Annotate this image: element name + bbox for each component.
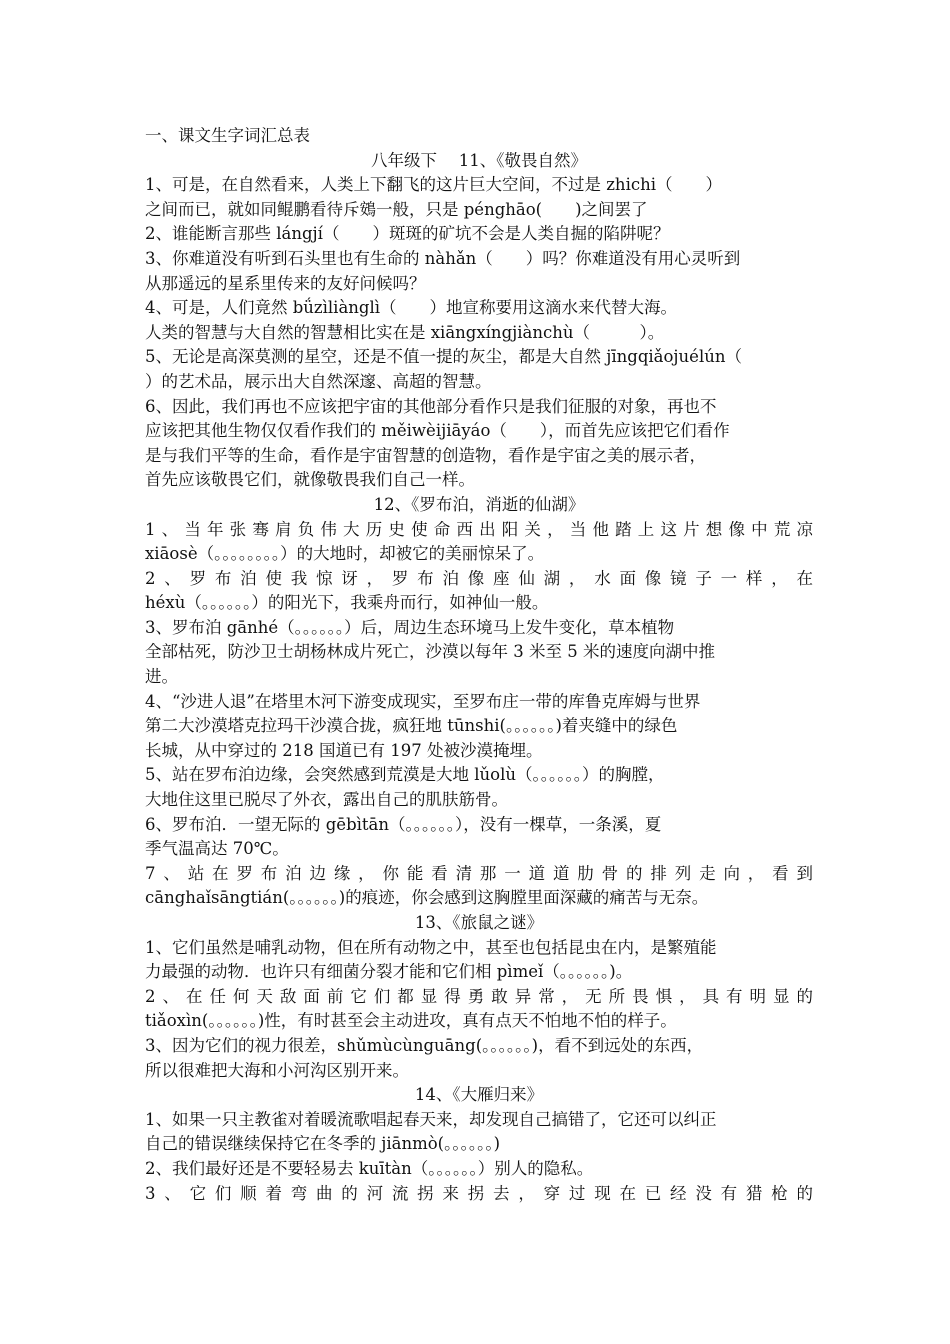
lesson-12	[145, 493, 813, 911]
text-line: 力最强的动物．也许只有细菌分裂才能和它们相 pìmeǐ（。。。。。。)。	[145, 962, 633, 982]
text-line: 6、罗布泊．一望无际的 gēbìtān（。。。。。。），没有一棵草，一条溪，夏	[145, 814, 662, 834]
text-line: 3、罗布泊 gānhé（。。。。。。）后，周边生态环境马上发牛变化，草本植物	[145, 617, 675, 637]
text-line: tiǎoxìn(。。。。。。)性，有时甚至会主动进攻，真有点天不怕地不怕的样子。	[145, 1011, 677, 1031]
text-line: 2、在任何天敌面前它们都显得勇敢异常，无所畏惧，具有明显的	[145, 986, 813, 1006]
text-line: ）的艺术品，展示出大自然深邃、高超的智慧。	[145, 371, 492, 391]
text-line: 1、可是，在自然看来，人类上下翻飞的这片巨大空间，不过是 zhichi（ ）	[145, 175, 722, 195]
lesson-14	[145, 1083, 813, 1206]
text-line: 全部枯死，防沙卫士胡杨林成片死亡，沙漠以每年 3 米至 5 米的速度向湖中推	[145, 642, 715, 662]
text-line: cānghaǐsāngtián(。。。。。。)的痕迹，你会感到这胸膛里面深藏的痛苦与无奈。	[145, 888, 709, 908]
text-line: héxù（。。。。。。）的阳光下，我乘舟而行，如神仙一般。	[145, 593, 549, 613]
text-line: 2、罗布泊使我惊讶，罗布泊像座仙湖，水面像镜子一样，在	[145, 568, 813, 588]
lesson-heading: 14、《大雁归来》	[414, 1085, 544, 1105]
text-line: 首先应该敬畏它们，就像敬畏我们自己一样。	[145, 470, 475, 490]
text-line: 季气温高达 70℃。	[145, 839, 289, 859]
text-line: 3、它们顺着弯曲的河流拐来拐去，穿过现在已经没有猎枪的	[145, 1183, 813, 1203]
text-line: 大地住这里已脱尽了外衣，露出自己的肌肤筋骨。	[145, 790, 508, 810]
text-line: 进。	[145, 667, 178, 687]
text-line: 3、因为它们的视力很差，shǔmùcùnguāng(。。。。。。)，看不到远处的东西，	[145, 1035, 704, 1055]
text-line: 自己的错误继续保持它在冬季的 jiānmò(。。。。。。)	[145, 1134, 501, 1154]
text-line: 从那遥远的星系里传来的友好问候吗？	[145, 273, 426, 293]
text-line: 第二大沙漠塔克拉玛干沙漠合拢，疯狂地 tūnshi(。。。。。。)着夹缝中的绿色	[145, 716, 678, 736]
lesson-13	[145, 911, 813, 1083]
text-line: 之间而已，就如同鲲鹏看待斥鴳一般，只是 pénghāo( )之间罢了	[145, 199, 648, 219]
section-title: 一、课文生字词汇总表	[145, 126, 310, 145]
text-line: 长城，从中穿过的 218 国道已有 197 处被沙漠掩埋。	[145, 740, 543, 760]
lesson-heading: 八年级下 11、《敬畏自然》	[371, 150, 587, 170]
text-line: 应该把其他生物仅仅看作我们的 měiwèijiāyáo（ ），而首先应该把它们看作	[145, 421, 730, 441]
text-line: 1、它们虽然是哺乳动物，但在所有动物之中，甚至也包括昆虫在内，是繁殖能	[145, 937, 717, 957]
text-line: 人类的智慧与大自然的智慧相比实在是 xiāngxíngjiànchù（ ）。	[145, 322, 665, 342]
text-line: 7、站在罗布泊边缘，你能看清那一道道肋骨的排列走向，看到	[145, 863, 813, 883]
text-line: 所以很难把大海和小河沟区别开来。	[145, 1060, 409, 1080]
text-line: 1、如果一只主教雀对着暖流歌唱起春天来，却发现自己搞错了，它还可以纠正	[145, 1109, 717, 1129]
text-line: 4、“沙进人退”在塔里木河下游变成现实，至罗布庄一带的库鲁克库姆与世界	[145, 691, 701, 711]
lesson-11	[145, 149, 813, 493]
lesson-heading: 13、《旅鼠之谜》	[414, 913, 544, 932]
text-line: 6、因此，我们再也不应该把宇宙的其他部分看作只是我们征服的对象，再也不	[145, 396, 717, 416]
text-line: 4、可是，人们竟然 bǘzìliànglì（ ）地宣称要用这滴水来代替大海。	[145, 298, 678, 318]
document-page	[145, 124, 813, 1206]
text-line: xiāosè（。。。。。。。。）的大地时，却被它的美丽惊呆了。	[145, 544, 545, 564]
lesson-heading: 12、《罗布泊，消逝的仙湖》	[373, 494, 585, 514]
text-line: 是与我们平等的生命，看作是宇宙智慧的创造物，看作是宇宙之美的展示者，	[145, 445, 706, 465]
text-line: 2、我们最好还是不要轻易去 kuītàn（。。。。。。）别人的隐私。	[145, 1158, 594, 1178]
text-line: 5、无论是高深莫测的星空，还是不值一提的灰尘，都是大自然 jīngqiǎojuélún（	[145, 347, 742, 367]
text-line: 5、站在罗布泊边缘，会突然感到荒漠是大地 lǔolù（。。。。。。）的胸膛，	[145, 765, 665, 785]
text-line: 3、你难道没有听到石头里也有生命的 nàhǎn（ ）吗？你难道没有用心灵听到	[145, 248, 741, 268]
text-line: 2、谁能断言那些 lángjí（ ）斑斑的矿坑不会是人类自掘的陷阱呢？	[145, 224, 670, 244]
text-line: 1、当年张骞肩负伟大历史使命西出阳关，当他踏上这片想像中荒凉	[145, 519, 813, 539]
